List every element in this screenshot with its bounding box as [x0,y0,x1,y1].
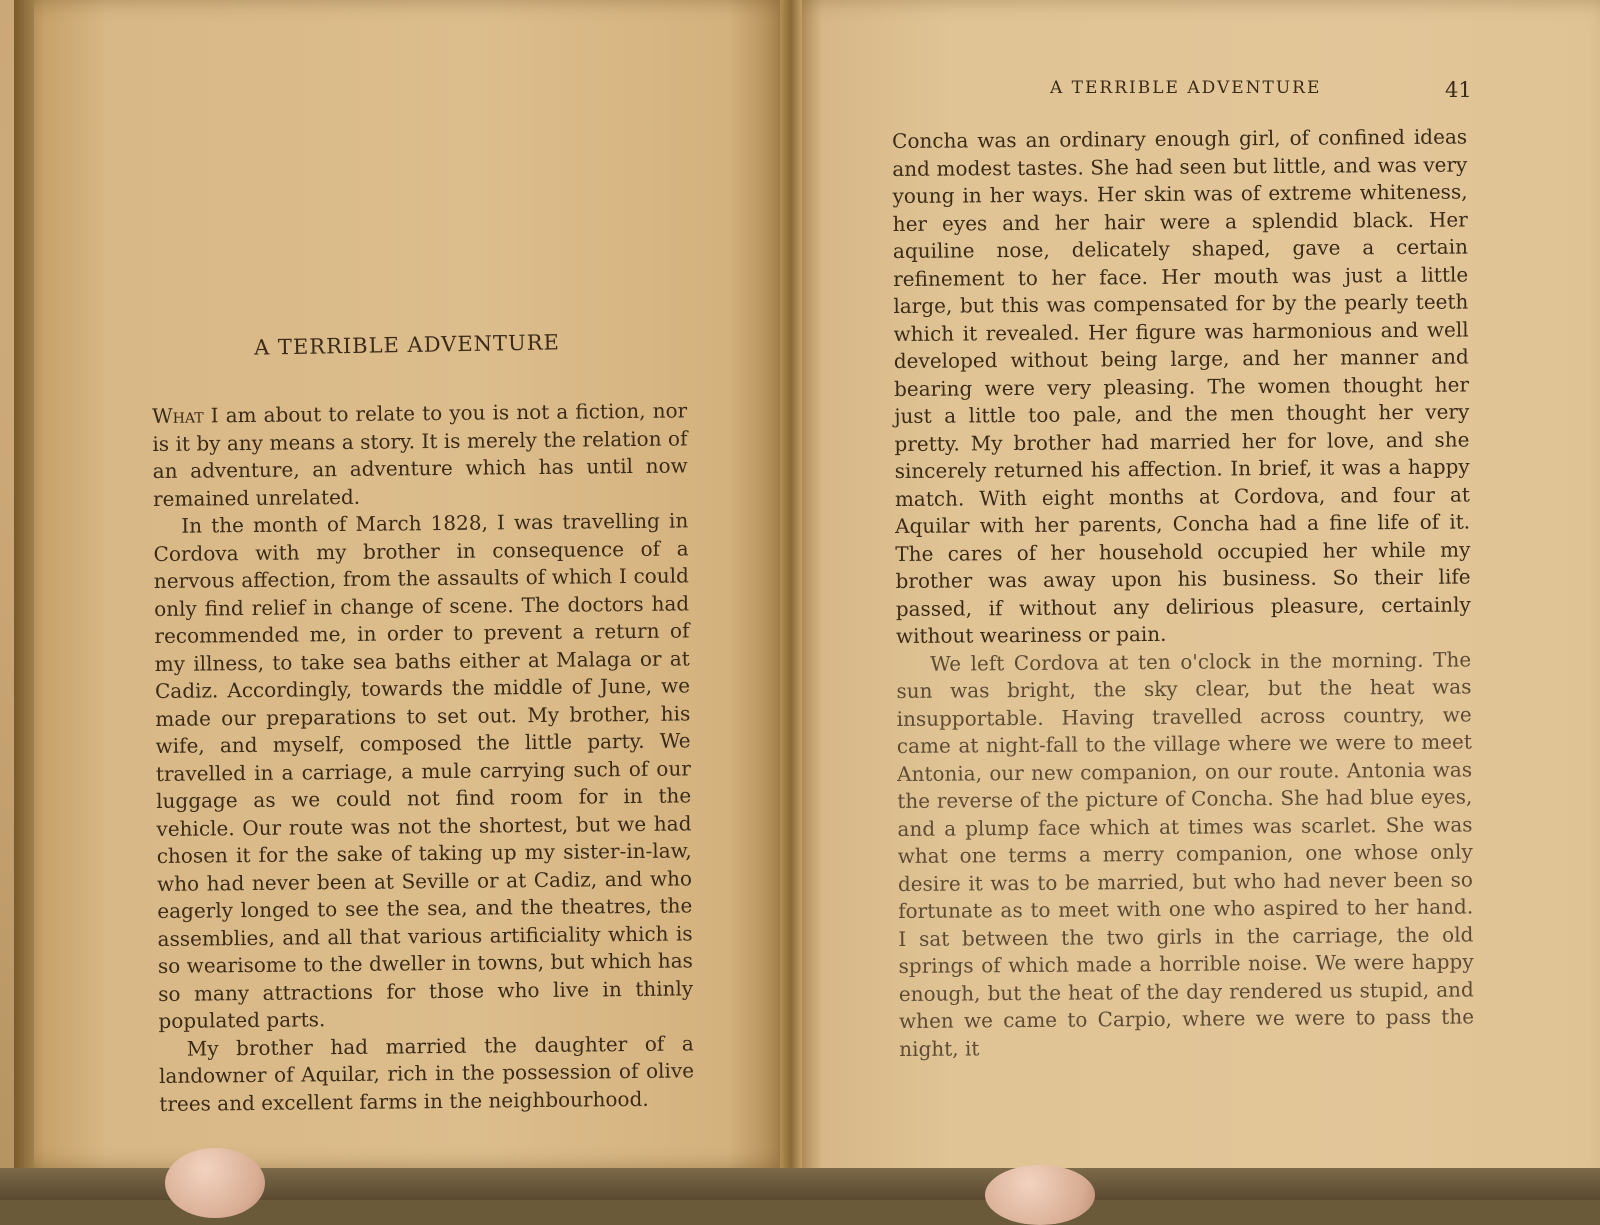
left-thumb [165,1148,265,1218]
book-cover-edge [14,0,34,1168]
left-page-text [152,397,694,1118]
page-number: 41 [1445,78,1472,102]
left-paragraph-1 [152,397,688,513]
left-paragraph-3: My brother had married the daughter of a landowner of Aquilar, rich in the possession of olive trees and excellent farms in the neighbourhood. [158,1030,695,1116]
left-paragraph-1-body: I am about to relate to you is not a fiction, nor is it by any means a story. It is merely the relation of an adventure, an adventure which has until now remained unrelated. [152,398,688,511]
running-head: A TERRIBLE ADVENTURE [1050,78,1322,98]
right-paragraph-1: Concha was an ordinary enough girl, of confined ideas and modest tastes. She had seen but little, and was very young in her ways. Her skin was of extreme whiteness, her eyes and her hair were a splendid black. Her aquiline nose, delicately shaped, gave a certain refinement to her face. Her mouth was just a little large, but this was compensated for by the pearly teeth which it revealed. Her figure was harmonious and well developed without being large, and her manner and bearing were very pleasing. The women thought her just a little too pale, and the men thought her very pretty. My brother had married her for love, and she sincerely returned his affection. In brief, it was a happy match. With eight months at Cordova, and four at Aquilar with her parents, Concha had a fine life of it. The cares of her household occupied her while my brother was away upon his business. So their life passed, if without any delirious pleasure, certainly without weariness or pain. [892,124,1471,648]
drop-word: What [152,403,204,428]
right-paragraph-2: We left Cordova at ten o'clock in the morning. The sun was bright, the sky clear, but the heat was insupportable. Having travelled across country, we came at night-fall to the village where we were to meet Antonia, our new companion, on our route. Antonia was the reverse of the picture of Concha. She had blue eyes, and a plump face which at times was scarlet. She was what one terms a merry companion, one whose only desire it was to be married, but who had never been so fortunate as to meet with one who aspired to her hand. I sat between the two girls in the carriage, the old springs of which made a horrible noise. We were happy enough, but the heat of the day rendered us stupid, and when we came to Carpio, where we were to pass the night, it [896,646,1475,1061]
left-paragraph-2: In the month of March 1828, I was travelling in Cordova with my brother in consequence of a nervous affection, from the assaults of which I could only find relief in change of scene. The doctors had recommended me, in order to prevent a return of my illness, to take sea baths either at Malaga or at Cadiz. Accordingly, towards the middle of June, we made our preparations to set out. My brother, his wife, and myself, composed the little party. We travelled in a carriage, a mule carrying such of our luggage as we could not find room for in the vehicle. Our route was not the shortest, but we had chosen it for the sake of taking up my sister-in-law, who had never been at Seville or at Cadiz, and who eagerly longed to see the sea, and the theatres, the assemblies, and all that various artificiality which is so wearisome to the dweller in towns, but which has so many attractions for those who live in thinly populated parts. [153,508,694,1033]
right-thumb [985,1165,1095,1225]
right-page-text [892,123,1474,1062]
chapter-title: A TERRIBLE ADVENTURE [253,330,561,360]
book-gutter [780,0,802,1192]
